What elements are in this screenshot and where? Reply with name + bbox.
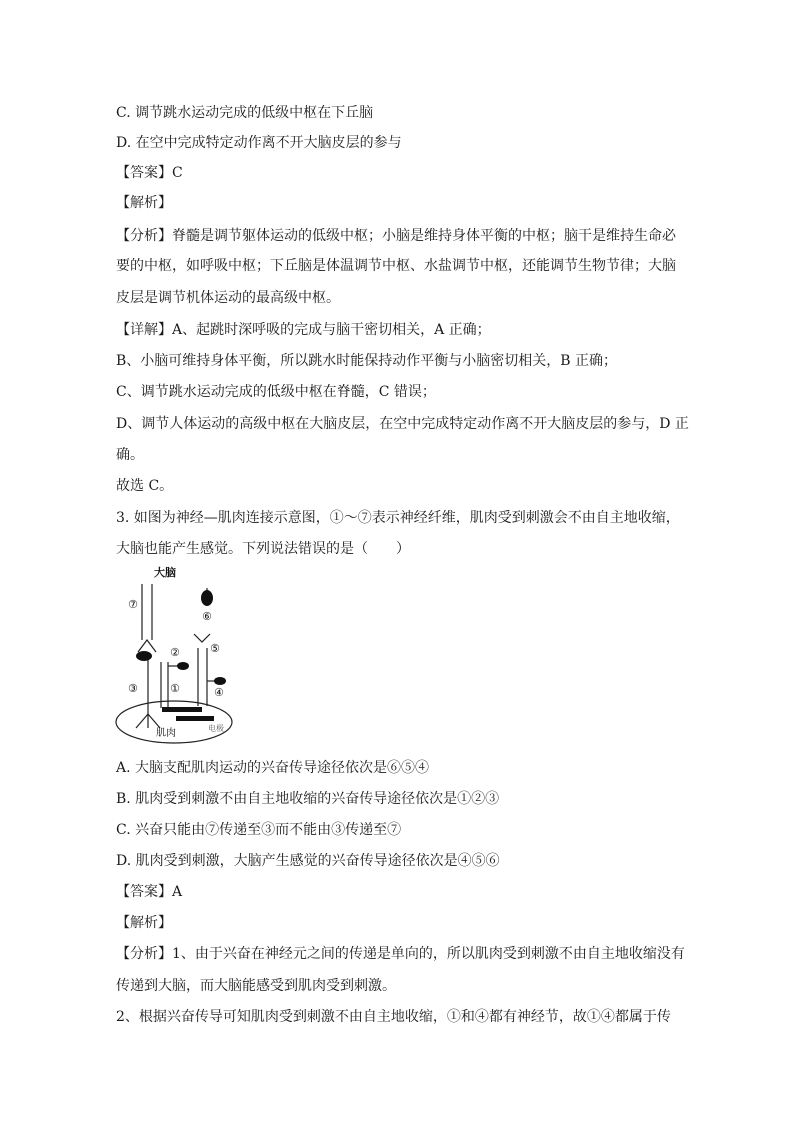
q3-option-c: C. 兴奋只能由⑦传递至③而不能由③传递至⑦ — [116, 822, 402, 838]
label-brain: 大脑 — [154, 566, 176, 579]
xiangjie-b-prev: B、小脑可维持身体平衡，所以跳水时能保持动作平衡与小脑密切相关，B 正确； — [116, 353, 618, 369]
fenxi-line2-prev: 要的中枢，如呼吸中枢；下丘脑是体温调节中枢、水盐调节中枢，还能调节生物节律；大脑 — [116, 258, 676, 274]
q3-stem-line2: 大脑也能产生感觉。下列说法错误的是（ ） — [116, 541, 410, 557]
label-n6: ⑥ — [202, 610, 212, 623]
fenxi-text: 脊髓是调节躯体运动的低级中枢；小脑是维持身体平衡的中枢；脑干是维持生命必 — [172, 228, 676, 244]
xiangjie-tag: 【详解】 — [116, 322, 172, 338]
xiangjie-d2-prev: 确。 — [116, 447, 144, 463]
q3-answer-value: A — [172, 884, 183, 900]
q3-fenxi-text: 1、由于兴奋在神经元之间的传递是单向的，所以肌肉受到刺激不由自主地收缩没有 — [172, 946, 685, 962]
q3-fenxi-line3: 2、根据兴奋传导可知肌肉受到刺激不由自主地收缩，①和④都有神经节，故①④都属于传 — [116, 1009, 671, 1025]
q3-fenxi-tag: 【分析】 — [116, 946, 172, 962]
option-d-prev: D. 在空中完成特定动作离不开大脑皮层的参与 — [116, 135, 402, 151]
label-n4: ④ — [214, 686, 224, 699]
label-n1: ① — [170, 682, 180, 695]
answer-tag: 【答案】 — [116, 165, 172, 181]
q3-option-a: A. 大脑支配肌肉运动的兴奋传导途径依次是⑥⑤④ — [116, 760, 430, 776]
q3-fenxi-line2: 传递到大脑，而大脑能感受到肌肉受到刺激。 — [116, 978, 396, 994]
label-n2: ② — [170, 646, 180, 659]
analysis-tag-prev: 【解析】 — [116, 195, 172, 211]
ganglion-3 — [136, 651, 152, 661]
conclusion-prev: 故选 C。 — [116, 478, 174, 494]
label-muscle: 肌肉 — [156, 728, 176, 739]
fenxi-line1-prev — [116, 226, 676, 246]
label-electrode: 电极 — [208, 724, 224, 733]
cell-body-2 — [177, 662, 189, 670]
xiangjie-d1-prev: D、调节人体运动的高级中枢在大脑皮层，在空中完成特定动作离不开大脑皮层的参与，D 正 — [116, 416, 689, 432]
q3-answer-tag: 【答案】 — [116, 884, 172, 900]
answer-value: C — [172, 165, 183, 181]
xiangjie-a-text: A、起跳时深呼吸的完成与脑干密切相关，A 正确； — [172, 322, 491, 338]
electrode-bar-2 — [176, 716, 214, 721]
option-c-prev: C. 调节跳水运动完成的低级中枢在下丘脑 — [116, 105, 374, 121]
answer-line-prev — [116, 163, 183, 183]
electrode-bar-1 — [162, 707, 202, 712]
label-n5: ⑤ — [210, 642, 220, 655]
xiangjie-a-prev — [116, 320, 491, 340]
fenxi-line3-prev: 皮层是调节机体运动的最高级中枢。 — [116, 290, 340, 306]
nerve-muscle-diagram — [112, 566, 242, 746]
label-n3: ③ — [128, 682, 138, 695]
q3-answer-line — [116, 882, 182, 902]
q3-stem-line1: 3. 如图为神经—肌肉连接示意图，①～⑦表示神经纤维，肌肉受到刺激会不由自主地收缩， — [116, 510, 680, 526]
q3-option-d: D. 肌肉受到刺激，大脑产生感觉的兴奋传导途径依次是④⑤⑥ — [116, 853, 500, 869]
q3-option-b: B. 肌肉受到刺激不由自主地收缩的兴奋传导途径依次是①②③ — [116, 791, 500, 807]
ganglion-4 — [214, 677, 226, 685]
label-n7: ⑦ — [128, 598, 138, 611]
q3-analysis-tag: 【解析】 — [116, 915, 172, 931]
fenxi-tag: 【分析】 — [116, 228, 172, 244]
q3-fenxi-line1 — [116, 944, 685, 964]
cell-body-6 — [201, 590, 213, 606]
xiangjie-c-prev: C、调节跳水运动完成的低级中枢在脊髓，C 错误； — [116, 384, 436, 400]
nerve-muscle-diagram-svg — [112, 566, 242, 746]
